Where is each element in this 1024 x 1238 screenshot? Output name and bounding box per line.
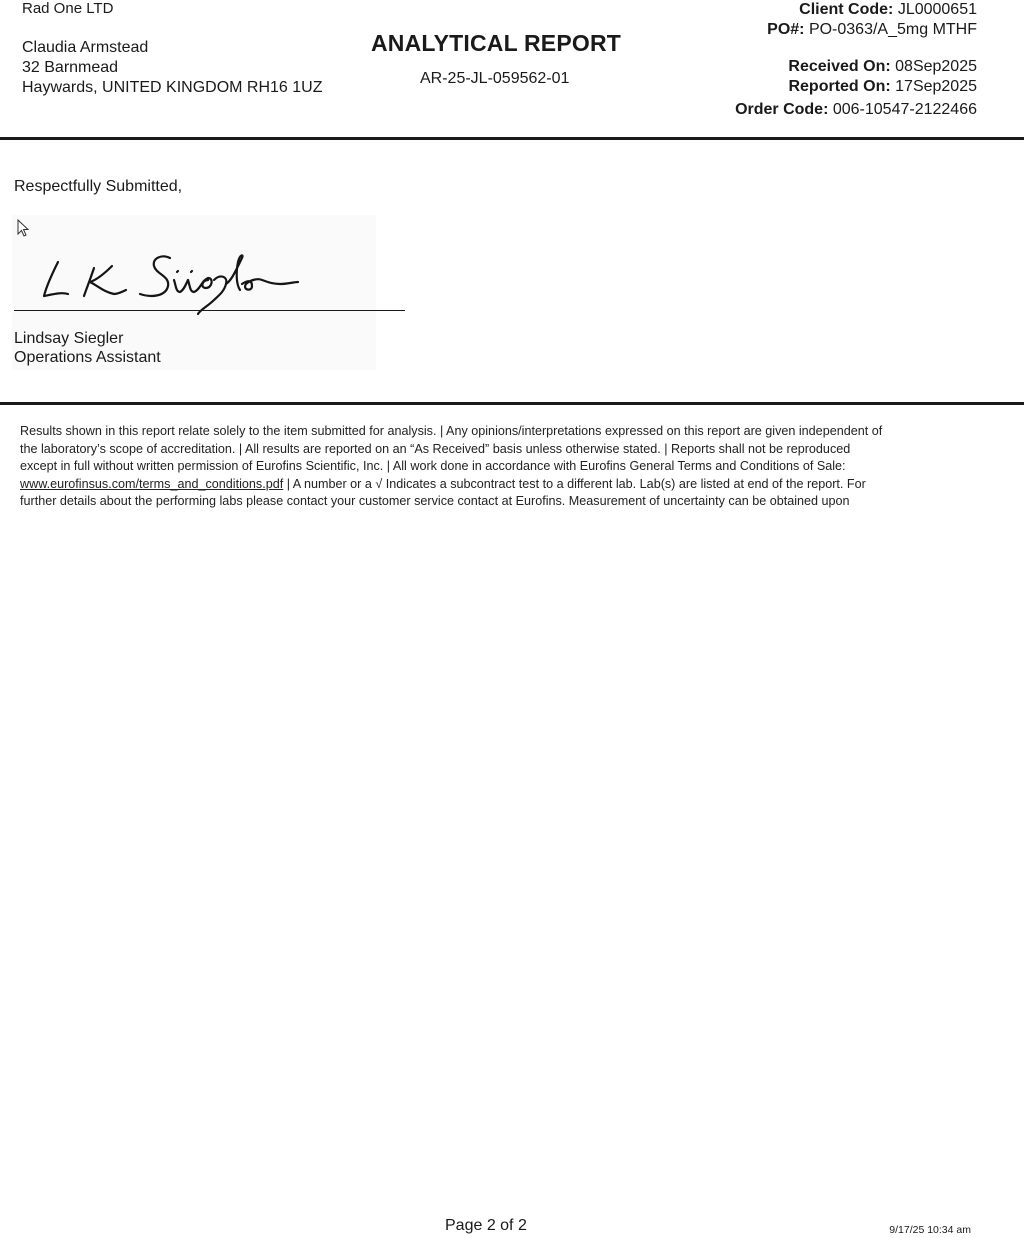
disclaimer-line-4 — [20, 476, 960, 494]
client-code-label: Client Code: — [799, 1, 894, 18]
section-divider — [0, 402, 1024, 405]
company-name: Rad One LTD — [22, 0, 114, 17]
header-divider — [0, 137, 1024, 140]
handwritten-signature — [36, 240, 306, 320]
reported-value: 17Sep2025 — [895, 78, 977, 95]
reported-on — [788, 78, 977, 96]
received-label: Received On: — [788, 58, 891, 75]
signer-title: Operations Assistant — [14, 349, 161, 366]
address-street: 32 Barnmead — [22, 59, 119, 76]
mouse-pointer-icon — [17, 219, 29, 237]
client-code-value: JL0000651 — [897, 1, 977, 18]
disclaimer-text — [20, 423, 960, 511]
po-number — [767, 21, 977, 39]
disclaimer-line-3: except in full without written permission of Eurofins Scientific, Inc. | All work done in accordance with Eurofins General Terms and Conditions of Sale: — [20, 459, 846, 473]
report-title: ANALYTICAL REPORT — [371, 30, 622, 56]
page-number: Page 2 of 2 — [445, 1217, 527, 1234]
print-timestamp: 9/17/25 10:34 am — [889, 1224, 971, 1236]
signer-name: Lindsay Siegler — [14, 330, 124, 347]
received-value: 08Sep2025 — [895, 58, 977, 75]
address-city: Haywards, UNITED KINGDOM RH16 1UZ — [22, 79, 323, 96]
received-on — [788, 58, 977, 76]
report-number: AR-25-JL-059562-01 — [420, 70, 570, 87]
po-value: PO-0363/A_5mg MTHF — [808, 21, 977, 38]
address-contact: Claudia Armstead — [22, 39, 149, 56]
disclaimer-line-1: Results shown in this report relate solely to the item submitted for analysis. | Any opinions/interpretations expressed on this report are given independent of — [20, 424, 883, 438]
po-label: PO#: — [767, 21, 805, 38]
order-label: Order Code: — [735, 101, 829, 118]
client-code — [799, 1, 977, 19]
order-value: 006-10547-2122466 — [832, 101, 977, 118]
disclaimer-line-4-rest: | A number or a √ Indicates a subcontract test to a different lab. Lab(s) are listed at end of the report. For — [283, 476, 866, 491]
signature-line — [14, 310, 405, 311]
reported-label: Reported On: — [788, 78, 891, 95]
order-code — [735, 101, 977, 119]
submitted-text: Respectfully Submitted, — [14, 178, 183, 195]
disclaimer-line-5: further details about the performing labs please contact your customer service contact at Eurofins. Measurement of uncertainty can be obtained upon — [20, 494, 850, 508]
disclaimer-line-2: the laboratory’s scope of accreditation. | All results are reported on an “As Received” basis unless otherwise stated. | Reports shall not be reproduced — [20, 441, 851, 456]
terms-link[interactable]: www.eurofinsus.com/terms_and_conditions.pdf — [20, 476, 284, 491]
